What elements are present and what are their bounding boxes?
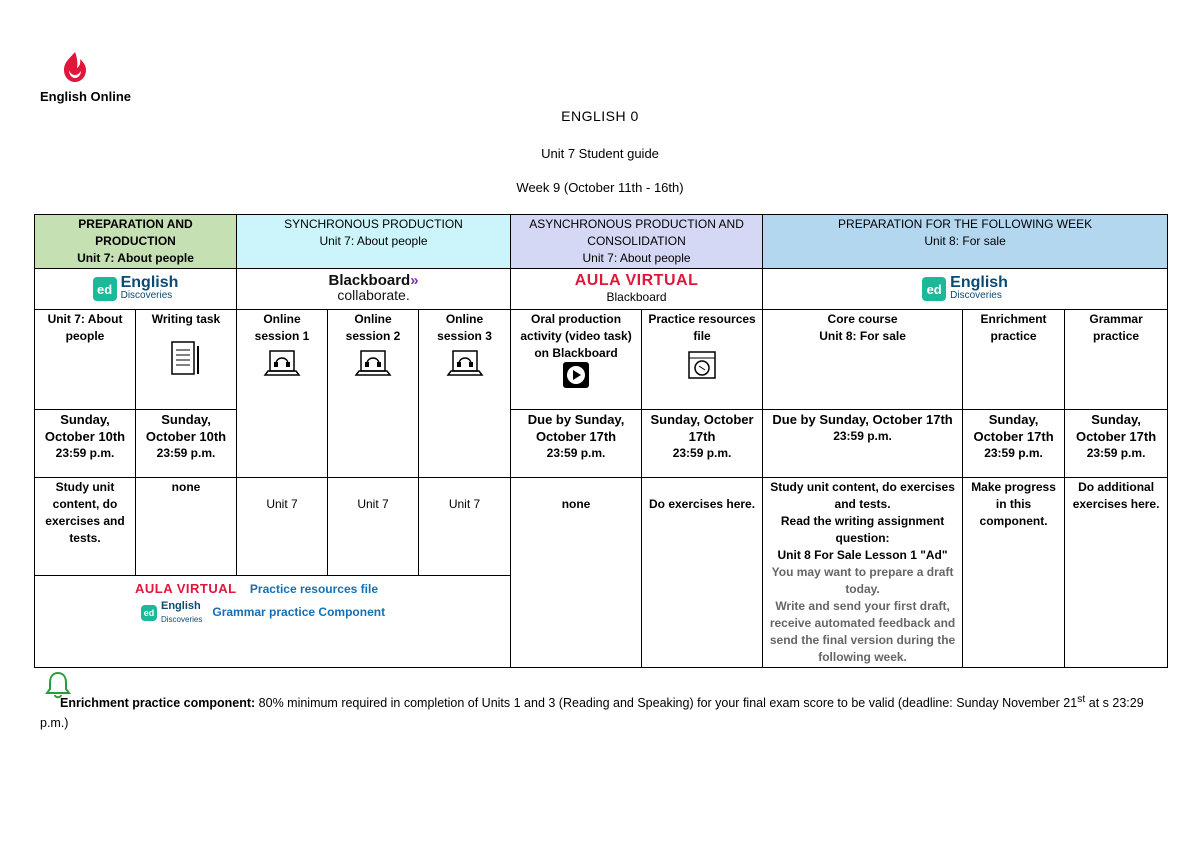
online-session-3-label: Online session 3	[437, 312, 492, 343]
ed-word: English	[161, 600, 201, 612]
session-unit: Unit 7	[357, 497, 389, 511]
section-sync	[237, 215, 511, 269]
ed-word: English	[120, 274, 179, 291]
activity-online-session-3	[419, 310, 511, 478]
detail-session-2	[328, 478, 419, 576]
blackboard-collaborate-logo[interactable]	[237, 269, 511, 310]
aula-virtual-logo[interactable]	[511, 269, 763, 310]
play-button-icon[interactable]	[563, 362, 589, 388]
ed-icon: ed	[93, 277, 117, 301]
footnote-text: 80% minimum required in completion of Units 1 and 3 (Reading and Speaking) for your final exam score to be valid (deadline: Sunday November 21	[255, 696, 1078, 711]
activity-online-session-2	[328, 310, 419, 478]
bb-arrow-icon: »	[410, 272, 419, 289]
laptop-headset-icon	[445, 345, 485, 381]
due-date: Sunday, October 10th	[145, 412, 227, 444]
detail-unit7: Study unit content, do exercises and tests.	[35, 478, 136, 576]
detail-enrichment: Make progress in this component.	[963, 478, 1065, 668]
due-date: Due by Sunday, October 17th	[527, 412, 625, 444]
core-study-text: Study unit content, do exercises and tests.	[770, 480, 955, 511]
course-title: ENGLISH 0	[561, 108, 639, 124]
core-send-text: Write and send your first draft, receive automated feedback and send the final version during the following week.	[769, 599, 956, 664]
do-exercises-link[interactable]: Do exercises here.	[649, 497, 756, 511]
detail-practice-resources	[642, 478, 763, 668]
due-date: Sunday, October 17th	[1075, 412, 1157, 444]
section-next-title: PREPARATION FOR THE FOLLOWING WEEK	[838, 217, 1093, 231]
oral-none: none	[561, 497, 591, 511]
due-writing-task	[136, 410, 237, 478]
core-draft-text: You may want to prepare a draft today.	[771, 565, 954, 596]
activity-core-course	[763, 310, 963, 410]
due-time: 23:59 p.m.	[1086, 446, 1146, 460]
laptop-headset-icon	[262, 345, 302, 381]
section-async-title: ASYNCHRONOUS PRODUCTION AND CONSOLIDATION	[529, 217, 744, 248]
core-course-unit: Unit 8: For sale	[819, 329, 906, 343]
grammar-practice-link[interactable]: Grammar practice Component	[212, 605, 386, 620]
section-next	[763, 215, 1168, 269]
bb-word: Blackboard	[328, 272, 411, 289]
practice-resources-label: Practice resources file	[648, 312, 756, 343]
guide-title: Unit 7 Student guide	[541, 146, 659, 161]
english-discoveries-logo[interactable]	[35, 269, 237, 310]
schedule-table	[34, 214, 1168, 668]
core-read-text: Read the writing assignment question:	[780, 514, 945, 545]
activity-practice-resources	[642, 310, 763, 410]
footnote-text-end: at s 23:29 p.m.)	[40, 696, 1144, 731]
activity-online-session-1	[237, 310, 328, 478]
due-time: 23:59 p.m.	[156, 446, 216, 460]
due-enrichment	[963, 410, 1065, 478]
ed-sub: Discoveries	[120, 290, 173, 301]
detail-core-course	[763, 478, 963, 668]
footnote-label: Enrichment practice component:	[60, 696, 256, 711]
session-unit: Unit 7	[448, 497, 481, 511]
detail-session-1	[237, 478, 328, 576]
ed-sub: Discoveries	[950, 290, 1002, 301]
section-sync-unit: Unit 7: About people	[319, 234, 428, 248]
activity-enrichment: Enrichment practice	[963, 310, 1065, 410]
resource-links	[35, 576, 511, 668]
detail-grammar[interactable]: Do additional exercises here.	[1065, 478, 1168, 668]
english-discoveries-logo-next[interactable]	[763, 269, 1168, 310]
due-time: 23:59 p.m.	[55, 446, 115, 460]
section-next-unit: Unit 8: For sale	[924, 234, 1006, 248]
upc-flame-logo-icon	[58, 50, 92, 84]
footnote-sup: st	[1077, 694, 1086, 705]
ed-word: English	[950, 274, 1008, 291]
activity-oral-production	[511, 310, 642, 410]
section-prep-unit: Unit 7: About people	[77, 251, 194, 265]
activity-unit7: Unit 7: About people	[35, 310, 136, 410]
due-oral-production	[511, 410, 642, 478]
washing-machine-icon	[686, 349, 718, 381]
due-time: 23:59 p.m.	[672, 446, 732, 460]
aula-word: AULA VIRTUAL	[574, 272, 699, 289]
due-date: Sunday, October 10th	[44, 412, 126, 444]
due-time: 23:59 p.m.	[833, 429, 892, 443]
section-sync-title: SYNCHRONOUS PRODUCTION	[284, 217, 463, 231]
section-async-unit: Unit 7: About people	[582, 251, 691, 265]
due-core-course	[763, 410, 963, 478]
due-grammar	[1065, 410, 1168, 478]
online-session-1-label: Online session 1	[254, 312, 310, 343]
section-async	[511, 215, 763, 269]
brand-name: English Online	[40, 89, 132, 104]
practice-resources-link[interactable]: Practice resources file	[249, 582, 378, 596]
core-assignment-text: Unit 8 For Sale Lesson 1 "Ad"	[777, 548, 948, 562]
week-title: Week 9 (October 11th - 16th)	[516, 180, 684, 195]
due-time: 23:59 p.m.	[984, 446, 1043, 460]
ed-icon: ed	[141, 605, 157, 621]
activity-writing-task	[136, 310, 237, 410]
aula-small-logo: AULA VIRTUAL	[135, 581, 237, 596]
bb-sub: collaborate.	[337, 287, 410, 303]
ed-sub: Discoveries	[161, 615, 203, 624]
due-unit7	[35, 410, 136, 478]
due-time: 23:59 p.m.	[546, 446, 606, 460]
writing-document-icon	[168, 338, 204, 382]
due-date: Due by Sunday, October 17th	[772, 412, 953, 427]
writing-task-label: Writing task	[151, 312, 221, 326]
core-course-label: Core course	[827, 312, 898, 326]
aula-sub: Blackboard	[606, 290, 667, 304]
session-unit: Unit 7	[266, 497, 298, 511]
due-practice-resources	[642, 410, 763, 478]
laptop-headset-icon	[353, 345, 393, 381]
due-date: Sunday, October 17th	[650, 412, 754, 444]
detail-oral-production	[511, 478, 642, 668]
online-session-2-label: Online session 2	[345, 312, 401, 343]
detail-session-3	[419, 478, 511, 576]
section-prep	[35, 215, 237, 269]
ed-icon: ed	[922, 277, 946, 301]
activity-grammar: Grammar practice	[1065, 310, 1168, 410]
due-date: Sunday, October 17th	[973, 412, 1054, 444]
section-prep-title: PREPARATION AND PRODUCTION	[78, 217, 193, 248]
oral-production-label: Oral production activity (video task) on Blackboard	[520, 312, 632, 360]
detail-writing-task: none	[136, 478, 237, 576]
enrichment-footnote	[40, 690, 1160, 733]
